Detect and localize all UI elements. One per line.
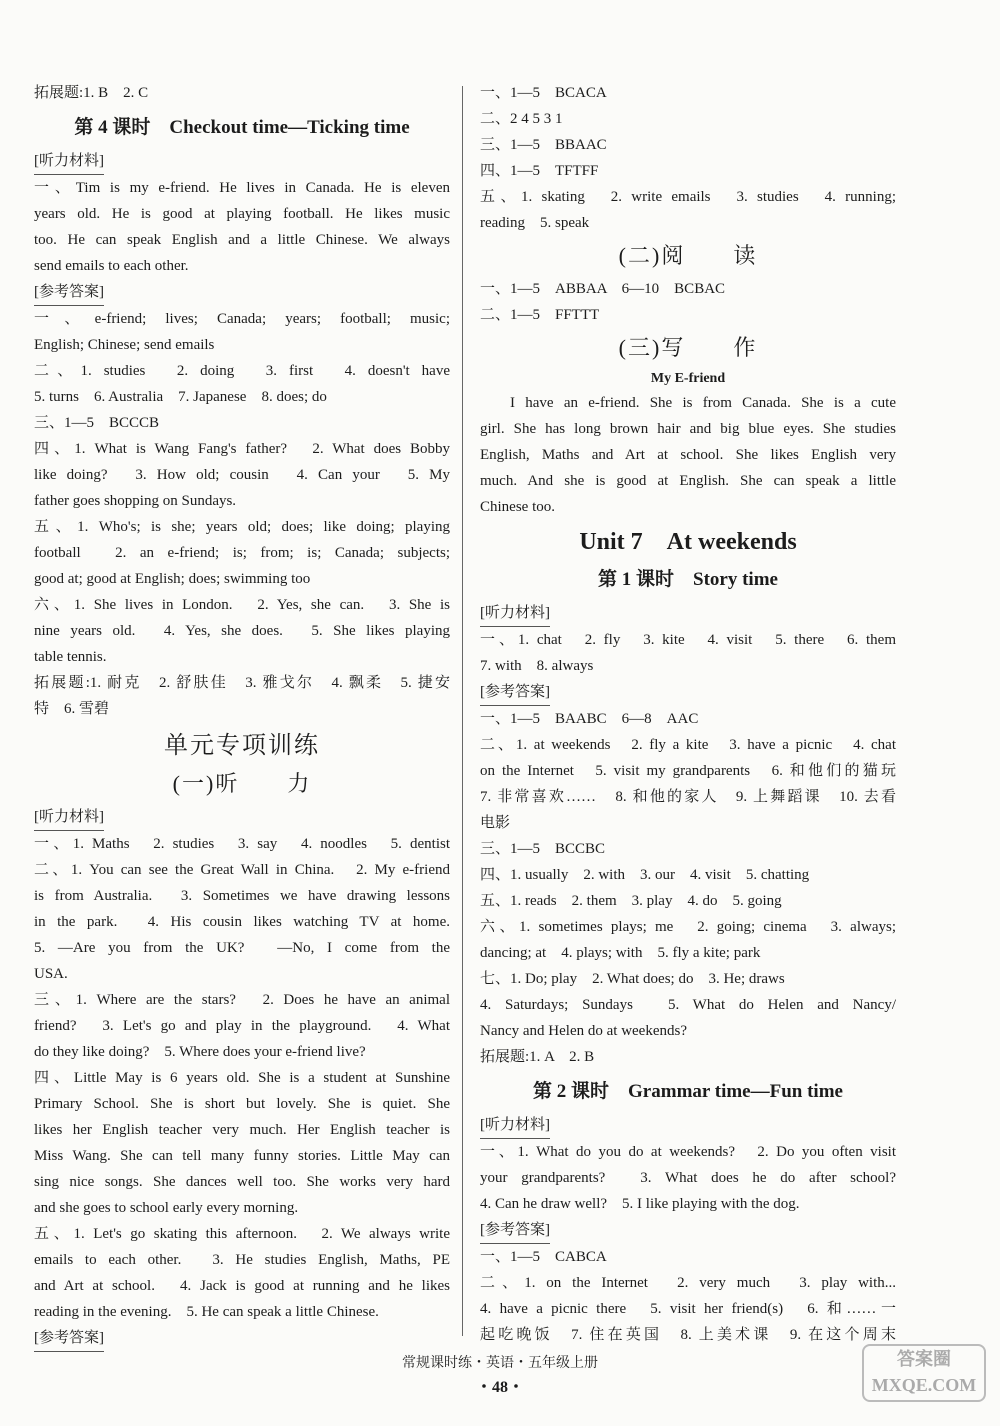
text-line: too. He can speak English and a little Chinese. We always <box>34 232 450 248</box>
text-line: 四、1. What is Wang Fang's father? 2. What does Bobby <box>34 441 450 457</box>
text-line: 二、1. at weekends 2. fly a kite 3. have a picnic 4. chat <box>480 737 896 753</box>
text-line: 7. with 8. always <box>480 658 594 674</box>
text-line: 4. Can he draw well? 5. I like playing with the dog. <box>480 1196 800 1212</box>
text-line: send emails to each other. <box>34 258 189 274</box>
section-label: [ 听力材料 ] <box>480 600 550 627</box>
left-column <box>34 80 450 1352</box>
text-line: Nancy and Helen do at weekends? <box>480 1023 687 1039</box>
right-column <box>480 80 896 1348</box>
text-line: in the park. 4. His cousin likes watching TV at home. <box>34 914 450 930</box>
lesson-heading: 第 4 课时 Checkout time—Ticking time <box>74 117 410 138</box>
section-label: [ 听力材料 ] <box>34 804 104 831</box>
essay-line: Chinese too. <box>480 499 555 515</box>
text-line: on the Internet 5. visit my grandparents 6. 和他们的猫玩 <box>480 763 896 779</box>
text-line: 三、1. Where are the stars? 2. Does he have an animal <box>34 992 450 1008</box>
text-line: 四、1—5 TFTFF <box>480 163 599 179</box>
text-line: 一、e-friend; lives; Canada; years; football; music; <box>34 311 450 327</box>
text-line: 4. Saturdays; Sundays 5. What do Helen and Nancy/ <box>480 997 896 1013</box>
extension-answers: 拓展题:1. A 2. B <box>480 1049 595 1065</box>
text-line: good at; good at English; does; swimming too <box>34 571 311 587</box>
text-line: 二、1—5 FFTTT <box>480 307 600 323</box>
text-line: 四、Little May is 6 years old. She is a student at Sunshine <box>34 1070 450 1086</box>
text-line: 一、1—5 BCACA <box>480 85 607 101</box>
text-line: 三、1—5 BBAAC <box>480 137 607 153</box>
text-line: like doing? 3. How old; cousin 4. Can your 5. My <box>34 467 450 483</box>
text-line: do they like doing? 5. Where does your e-friend live? <box>34 1044 366 1060</box>
unit-title: Unit 7 At weekends <box>579 529 797 555</box>
text-line: 拓展题:1. 耐克 2. 舒肤佳 3. 雅戈尔 4. 飘柔 5. 捷安 <box>34 675 450 691</box>
text-line: football 2. an e-friend; is; from; is; Canada; subjects; <box>34 545 450 561</box>
section-label: [ 听力材料 ] <box>480 1112 550 1139</box>
essay-line: English, Maths and Art at school. She likes English very <box>480 447 896 463</box>
text-line: Miss Wang. She can tell many funny stories. Little May can <box>34 1148 450 1164</box>
essay-line: girl. She has long brown hair and big blue eyes. She studies <box>480 421 896 437</box>
text-line: 五、1. skating 2. write emails 3. studies 4. running; <box>480 189 896 205</box>
writing-title: (三)写 作 <box>618 335 758 360</box>
text-line: is from Australia. 3. Sometimes we have drawing lessons <box>34 888 450 904</box>
text-line: 一、1—5 BAABC 6—8 AAC <box>480 711 699 727</box>
essay-line: much. And she is good at English. She can speak a little <box>480 473 896 489</box>
text-line: 7. 非常喜欢…… 8. 和他的家人 9. 上舞蹈课 10. 去看 <box>480 789 896 805</box>
text-line: emails to each other. 3. He studies English, Maths, PE <box>34 1252 450 1268</box>
text-line: friend? 3. Let's go and play in the playground. 4. What <box>34 1018 450 1034</box>
column-divider <box>462 86 463 1336</box>
text-line: USA. <box>34 966 68 982</box>
text-line: dancing; at 4. plays; with 5. fly a kite; park <box>480 945 761 961</box>
text-line: 5. turns 6. Australia 7. Japanese 8. does; do <box>34 389 327 405</box>
lesson-heading: 第 2 课时 Grammar time—Fun time <box>533 1081 843 1102</box>
text-line: 起吃晚饭 7. 住在英国 8. 上美术课 9. 在这个周末 <box>480 1327 896 1343</box>
watermark-logo: 答案圈 MXQE.COM <box>862 1344 986 1402</box>
page-number: ・48・ <box>475 1379 524 1396</box>
footer-book-title: 常规课时练・英语・五年级上册 <box>402 1356 598 1371</box>
section-title: 单元专项训练 <box>164 733 320 759</box>
text-line: reading 5. speak <box>480 215 590 231</box>
text-line: 二、1. studies 2. doing 3. first 4. doesn't have <box>34 363 450 379</box>
text-line: father goes shopping on Sundays. <box>34 493 237 509</box>
text-line: 二、1. on the Internet 2. very much 3. play with... <box>480 1275 896 1291</box>
text-line: 五、1. Who's; is she; years old; does; like doing; playing <box>34 519 450 535</box>
text-line: years old. He is good at playing football. He likes music <box>34 206 450 222</box>
text-line: 三、1—5 BCCBC <box>480 841 606 857</box>
text-line: 特 6. 雪碧 <box>34 701 110 717</box>
extension-answers: 拓展题:1. B 2. C <box>34 85 149 101</box>
text-line: Primary School. She is short but lovely. She is quiet. She <box>34 1096 450 1112</box>
text-line: 电影 <box>480 815 511 831</box>
section-label: [ 参考答案 ] <box>34 1325 104 1352</box>
text-line: 七、1. Do; play 2. What does; do 3. He; draws <box>480 971 785 987</box>
text-line: table tennis. <box>34 649 107 665</box>
text-line: sing nice songs. She dances well too. She works very hard <box>34 1174 450 1190</box>
text-line: 一、1. chat 2. fly 3. kite 4. visit 5. there 6. them <box>480 632 896 648</box>
section-label: [ 参考答案 ] <box>480 1217 550 1244</box>
text-line: and she goes to school early every morning. <box>34 1200 299 1216</box>
lesson-heading: 第 1 课时 Story time <box>598 569 778 590</box>
text-line: 4. have a picnic there 5. visit her friend(s) 6. 和……一 <box>480 1301 896 1317</box>
text-line: 五、1. Let's go skating this afternoon. 2. We always write <box>34 1226 450 1242</box>
section-label: [ 参考答案 ] <box>480 679 550 706</box>
text-line: 一、1—5 ABBAA 6—10 BCBAC <box>480 281 726 297</box>
text-line: 二、1. You can see the Great Wall in China. 2. My e-friend <box>34 862 450 878</box>
text-line: 一、1—5 CABCA <box>480 1249 607 1265</box>
text-line: 二、2 4 5 3 1 <box>480 111 563 127</box>
essay-line: I have an e-friend. She is from Canada. She is a cute <box>510 395 896 411</box>
text-line: 四、1. usually 2. with 3. our 4. visit 5. chatting <box>480 867 810 883</box>
text-line: 一、Tim is my e-friend. He lives in Canada. He is eleven <box>34 180 450 196</box>
section-label: [ 参考答案 ] <box>34 279 104 306</box>
reading-title: (二)阅 读 <box>618 243 758 268</box>
text-line: reading in the evening. 5. He can speak a little Chinese. <box>34 1304 379 1320</box>
text-line: 一、1. Maths 2. studies 3. say 4. noodles 5. dentist <box>34 836 450 852</box>
text-line: English; Chinese; send emails <box>34 337 215 353</box>
text-line: 六、1. sometimes plays; me 2. going; cinema 3. always; <box>480 919 896 935</box>
text-line: 六、1. She lives in London. 2. Yes, she can. 3. She is <box>34 597 450 613</box>
text-line: nine years old. 4. Yes, she does. 5. She likes playing <box>34 623 450 639</box>
text-line: 一、1. What do you do at weekends? 2. Do you often visit <box>480 1144 896 1160</box>
text-line: and Art at school. 4. Jack is good at running and he likes <box>34 1278 450 1294</box>
text-line: likes her English teacher very much. Her English teacher is <box>34 1122 450 1138</box>
text-line: your grandparents? 3. What does he do after school? <box>480 1170 896 1186</box>
listening-title: (一)听 力 <box>172 771 312 796</box>
text-line: 五、1. reads 2. them 3. play 4. do 5. going <box>480 893 782 909</box>
text-line: 三、1—5 BCCCB <box>34 415 160 431</box>
section-label: [ 听力材料 ] <box>34 148 104 175</box>
essay-title: My E-friend <box>650 371 726 386</box>
text-line: 5. —Are you from the UK? —No, I come from the <box>34 940 450 956</box>
